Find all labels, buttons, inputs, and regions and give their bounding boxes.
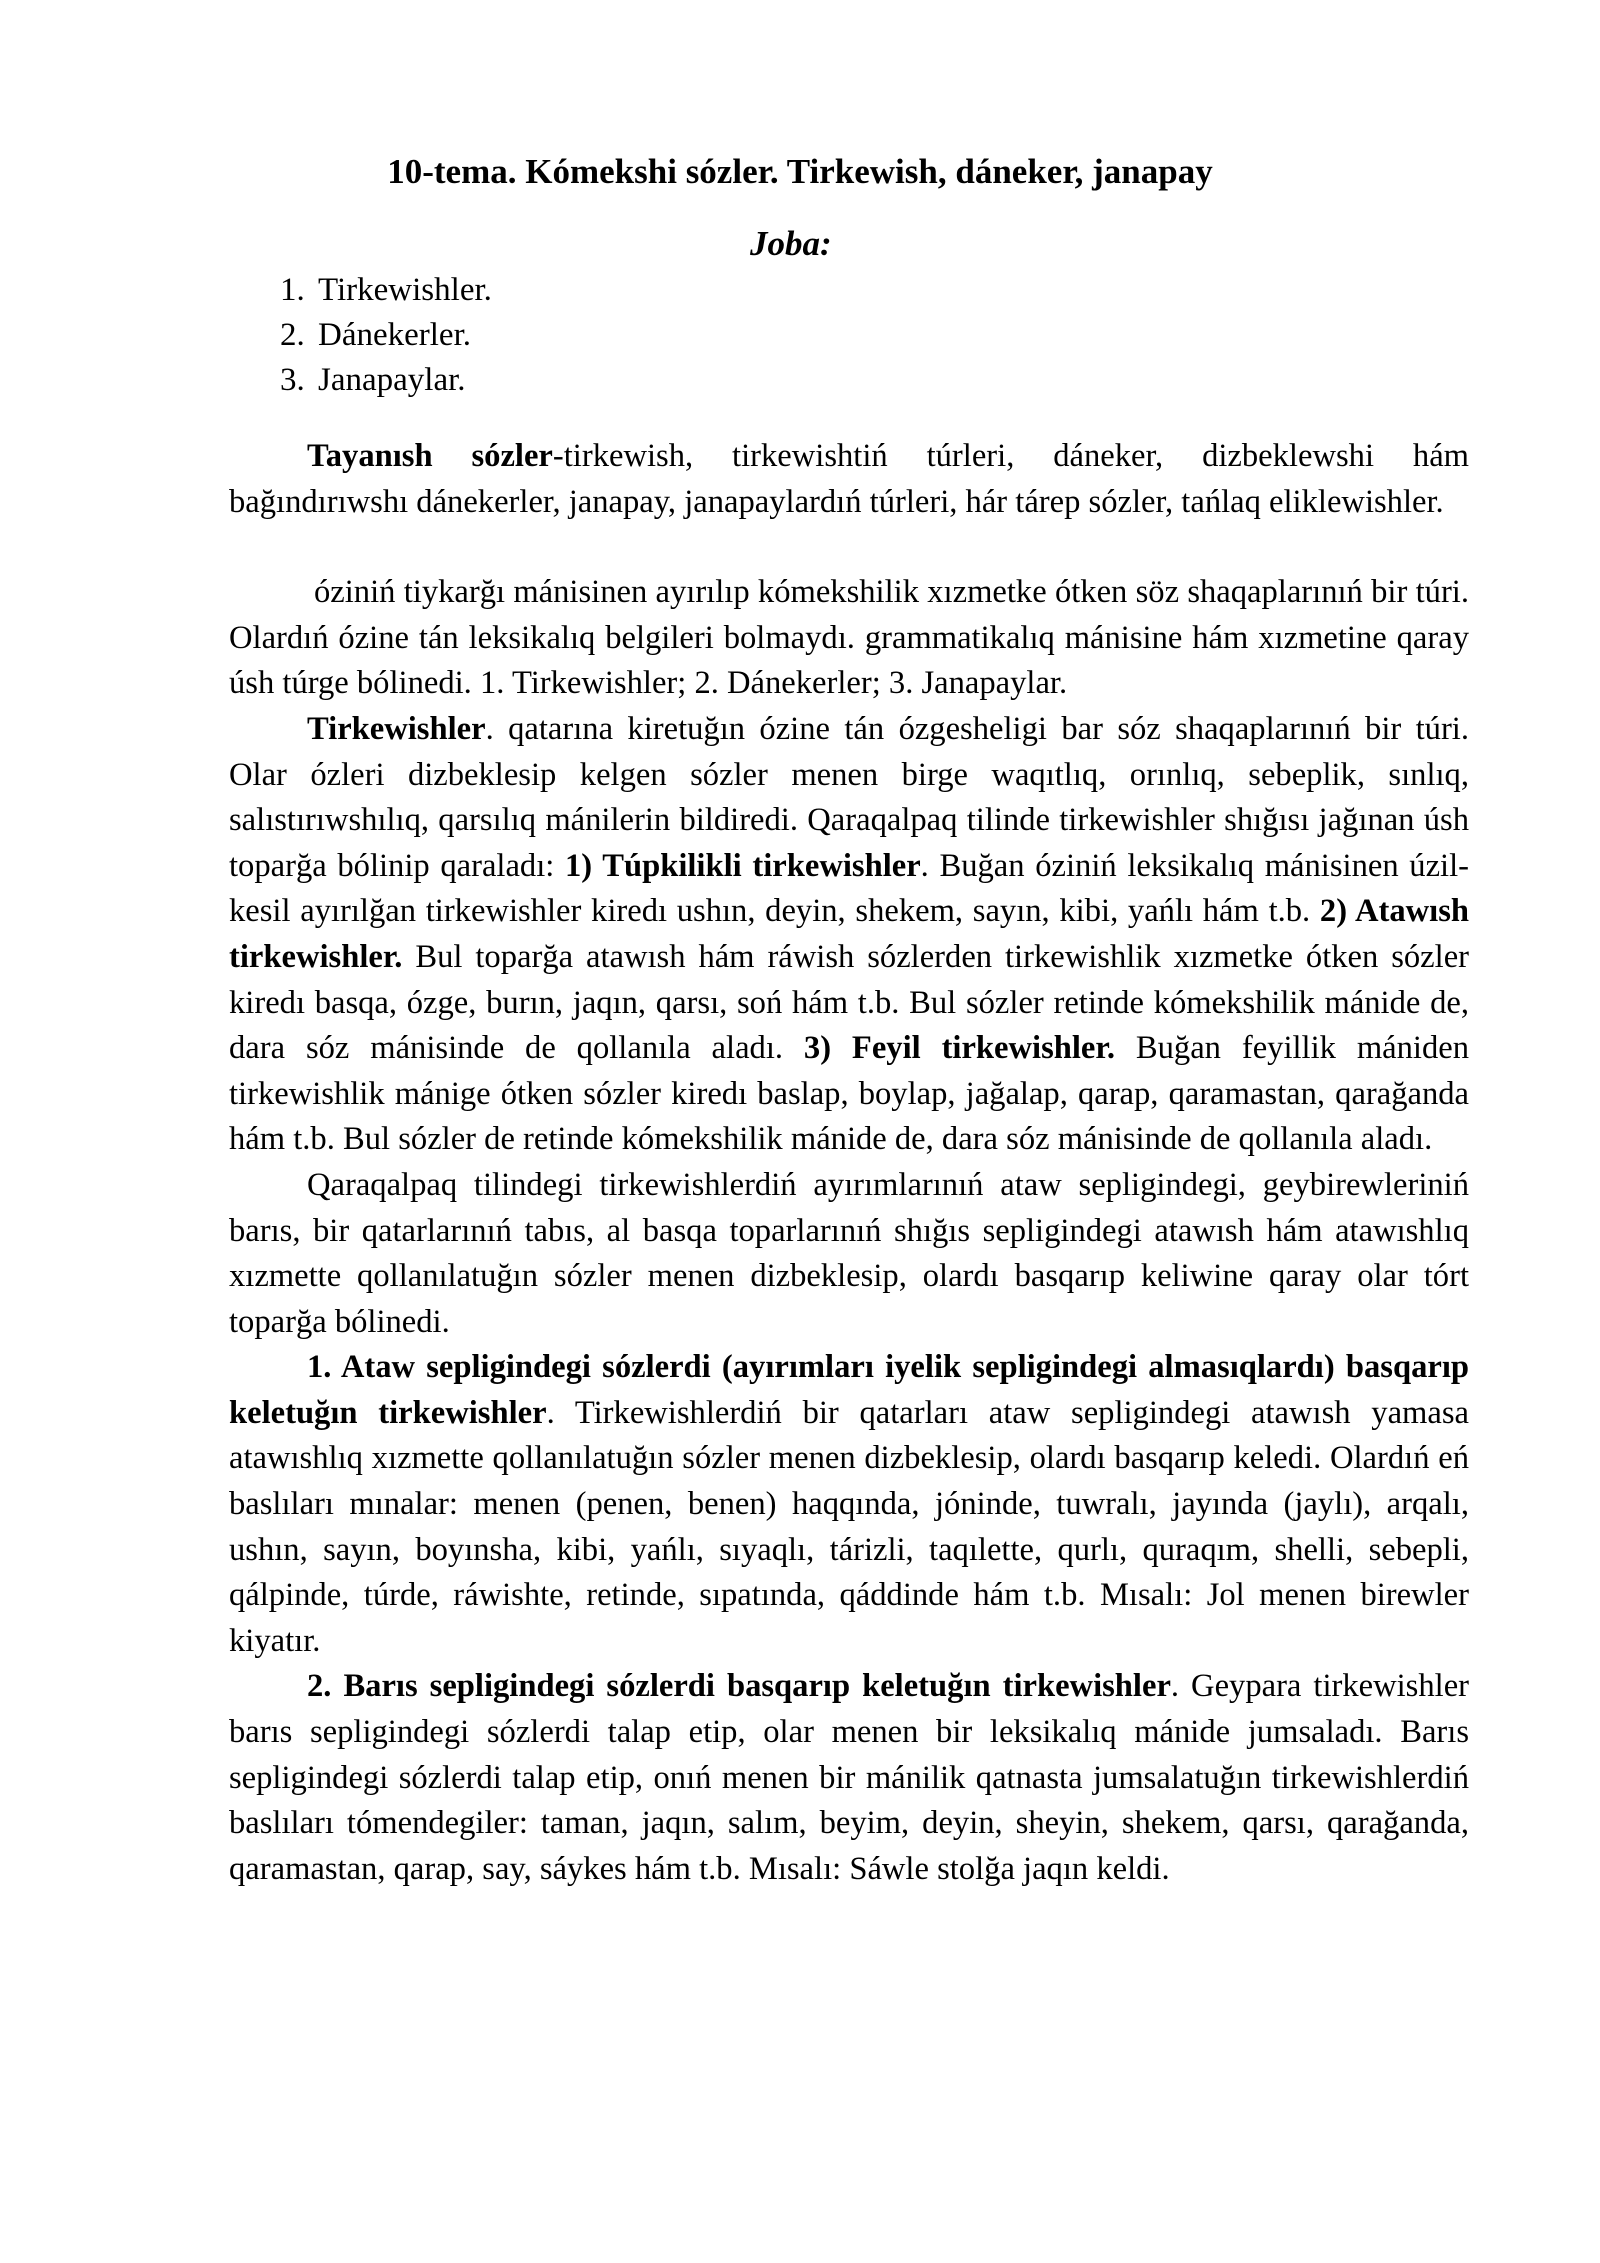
item1-paragraph	[229, 1345, 1469, 1664]
plan-item-number: 2.	[280, 317, 305, 353]
group-heading: 2) Atawısh tirkewishler.	[229, 893, 1469, 975]
item1-text: . Tirkewishlerdiń bir qatarları ataw sepligindegi atawısh yamasa atawıshlıq xızmette qollanılatuğın sózler menen dizbeklesip, olardı basqarıp keledi. Olardıń eń baslıları mınalar: menen (penen, benen) haqqında, jóninde, tuwralı, jayında (jaylı), arqalı, ushın, sayın, boyınsha, kibi, yańlı, sıyaqlı, tárizli, taqılette, qurlı, quraqım, shelli, sebepli, qálpinde, túrde, ráwishte, retinde, sıpatında, qáddinde hám t.b. Mısalı: Jol menen birewler kiyatır.	[229, 1394, 1469, 1659]
paragraph-text: Bul toparğa atawısh hám ráwish sózlerden tirkewishlik xızmetke ótken sózler kiredı basqa, ózge, burın, jaqın, qarsı, soń hám t.b. Bul sózler retinde kómekshilik mánide de, dara sóz mánisinde de qollanıla aladı.	[229, 938, 1469, 1067]
tirkewishler-paragraph	[229, 707, 1469, 1163]
plan-item-number: 3.	[280, 362, 305, 398]
classification-paragraph: Qaraqalpaq tilindegi tirkewishlerdiń ayırımlarınıń ataw sepligindegi, geybirewleriniń barıs, bir qatarlarınıń tabıs, al basqa toparlarınıń shığıs sepligindegi atawısh hám atawıshlıq xızmette qollanılatuğın sózler menen dizbeklesip, olardı basqarıp keliwine qaray olar tórt toparğa bólinedi.	[229, 1166, 1469, 1340]
paragraph-text: . qatarına kiretuğın ózine tán ózgesheligi bar sóz shaqaplarınıń bir túri. Olar ózleri dizbeklesip kelgen sózler menen birge waqıtlıq, orınlıq, sebeplik, sınlıq, salıstırıwshılıq, qarsılıq mánilerin bildiredi. Qaraqalpaq tilinde tirkewishler shığısı jağınan úsh toparğa bólinip qaraladı:	[229, 710, 1469, 884]
tirkewishler-label: Tirkewishler	[307, 710, 486, 747]
plan-item-text: Dánekerler.	[318, 317, 471, 353]
plan-item	[280, 313, 492, 358]
paragraph-text: Buğan feyillik mániden tirkewishlik mánige ótken sózler kiredı baslap, boylap, jağalap, qarap, qaramastan, qarağanda hám t.b. Bul sózler de retinde kómekshilik mánide de, dara sóz mánisinde de qollanıla aladı.	[229, 1030, 1469, 1158]
keywords-label: Tayanısh sózler	[307, 438, 553, 474]
keywords-text: -tirkewish, tirkewishtiń túrleri, dáneker, dizbeklewshi hám bağındırıwshı dánekerler, janapay, janapaylardıń túrleri, hár tárep sózler, tańlaq eliklewishler.	[229, 438, 1469, 520]
item2-paragraph	[229, 1664, 1469, 1892]
plan-item-number: 1.	[280, 272, 305, 308]
plan-item-text: Tirkewishler.	[318, 272, 492, 308]
group-heading: 3) Feyil tirkewishler.	[803, 1030, 1116, 1067]
page-title: 10-tema. Kómekshi sózler. Tirkewish, dáneker, janapay	[387, 152, 1213, 191]
plan-item-text: Janapaylar.	[318, 362, 466, 398]
document-body	[229, 434, 1469, 1892]
item2-heading: 2. Barıs sepligindegi sózlerdi basqarıp keletuğın tirkewishler	[307, 1668, 1171, 1705]
plan-list	[280, 268, 492, 403]
plan-heading: Joba:	[750, 224, 832, 263]
paragraph-gap	[229, 525, 1469, 570]
item1-heading: 1. Ataw sepligindegi sózlerdi (ayırımları iyelik sepligindegi almasıqlardı) basqarıp keletuğın tirkewishler	[229, 1349, 1469, 1431]
intro-paragraph: óziniń tiykarğı mánisinen ayırılıp kómekshilik xızmetke ótken söz shaqaplarınıń bir túri. Olardıń ózine tán leksikalıq belgileri bolmaydı. grammatikalıq mánisine hám xızmetine qaray úsh túrge bólinedi. 1. Tirkewishler; 2. Dánekerler; 3. Janapaylar.	[229, 574, 1469, 702]
keywords-paragraph	[229, 434, 1469, 525]
group-heading: 1) Túpkilikli tirkewishler	[565, 847, 921, 884]
item2-text: . Geypara tirkewishler barıs sepligindegi sózlerdi talap etip, olar menen bir leksikalıq mánide jumsaladı. Barıs sepligindegi sózlerdi talap etip, onıń menen bir mánilik qatnasta jumsalatuğın tirkewishlerdiń baslıları tómendegiler: taman, jaqın, salım, beyim, deyin, sheyin, shekem, qarsı, qarağanda, qaramastan, qarap, say, sáykes hám t.b. Mısalı: Sáwle stolğa jaqın keldi.	[229, 1668, 1470, 1887]
paragraph-text: . Buğan óziniń leksikalıq mánisinen úzil-kesil ayırılğan tirkewishler kiredı ushın, deyin, shekem, sayın, kibi, yańlı hám t.b.	[229, 847, 1469, 930]
plan-item	[280, 358, 492, 403]
plan-item	[280, 268, 492, 313]
